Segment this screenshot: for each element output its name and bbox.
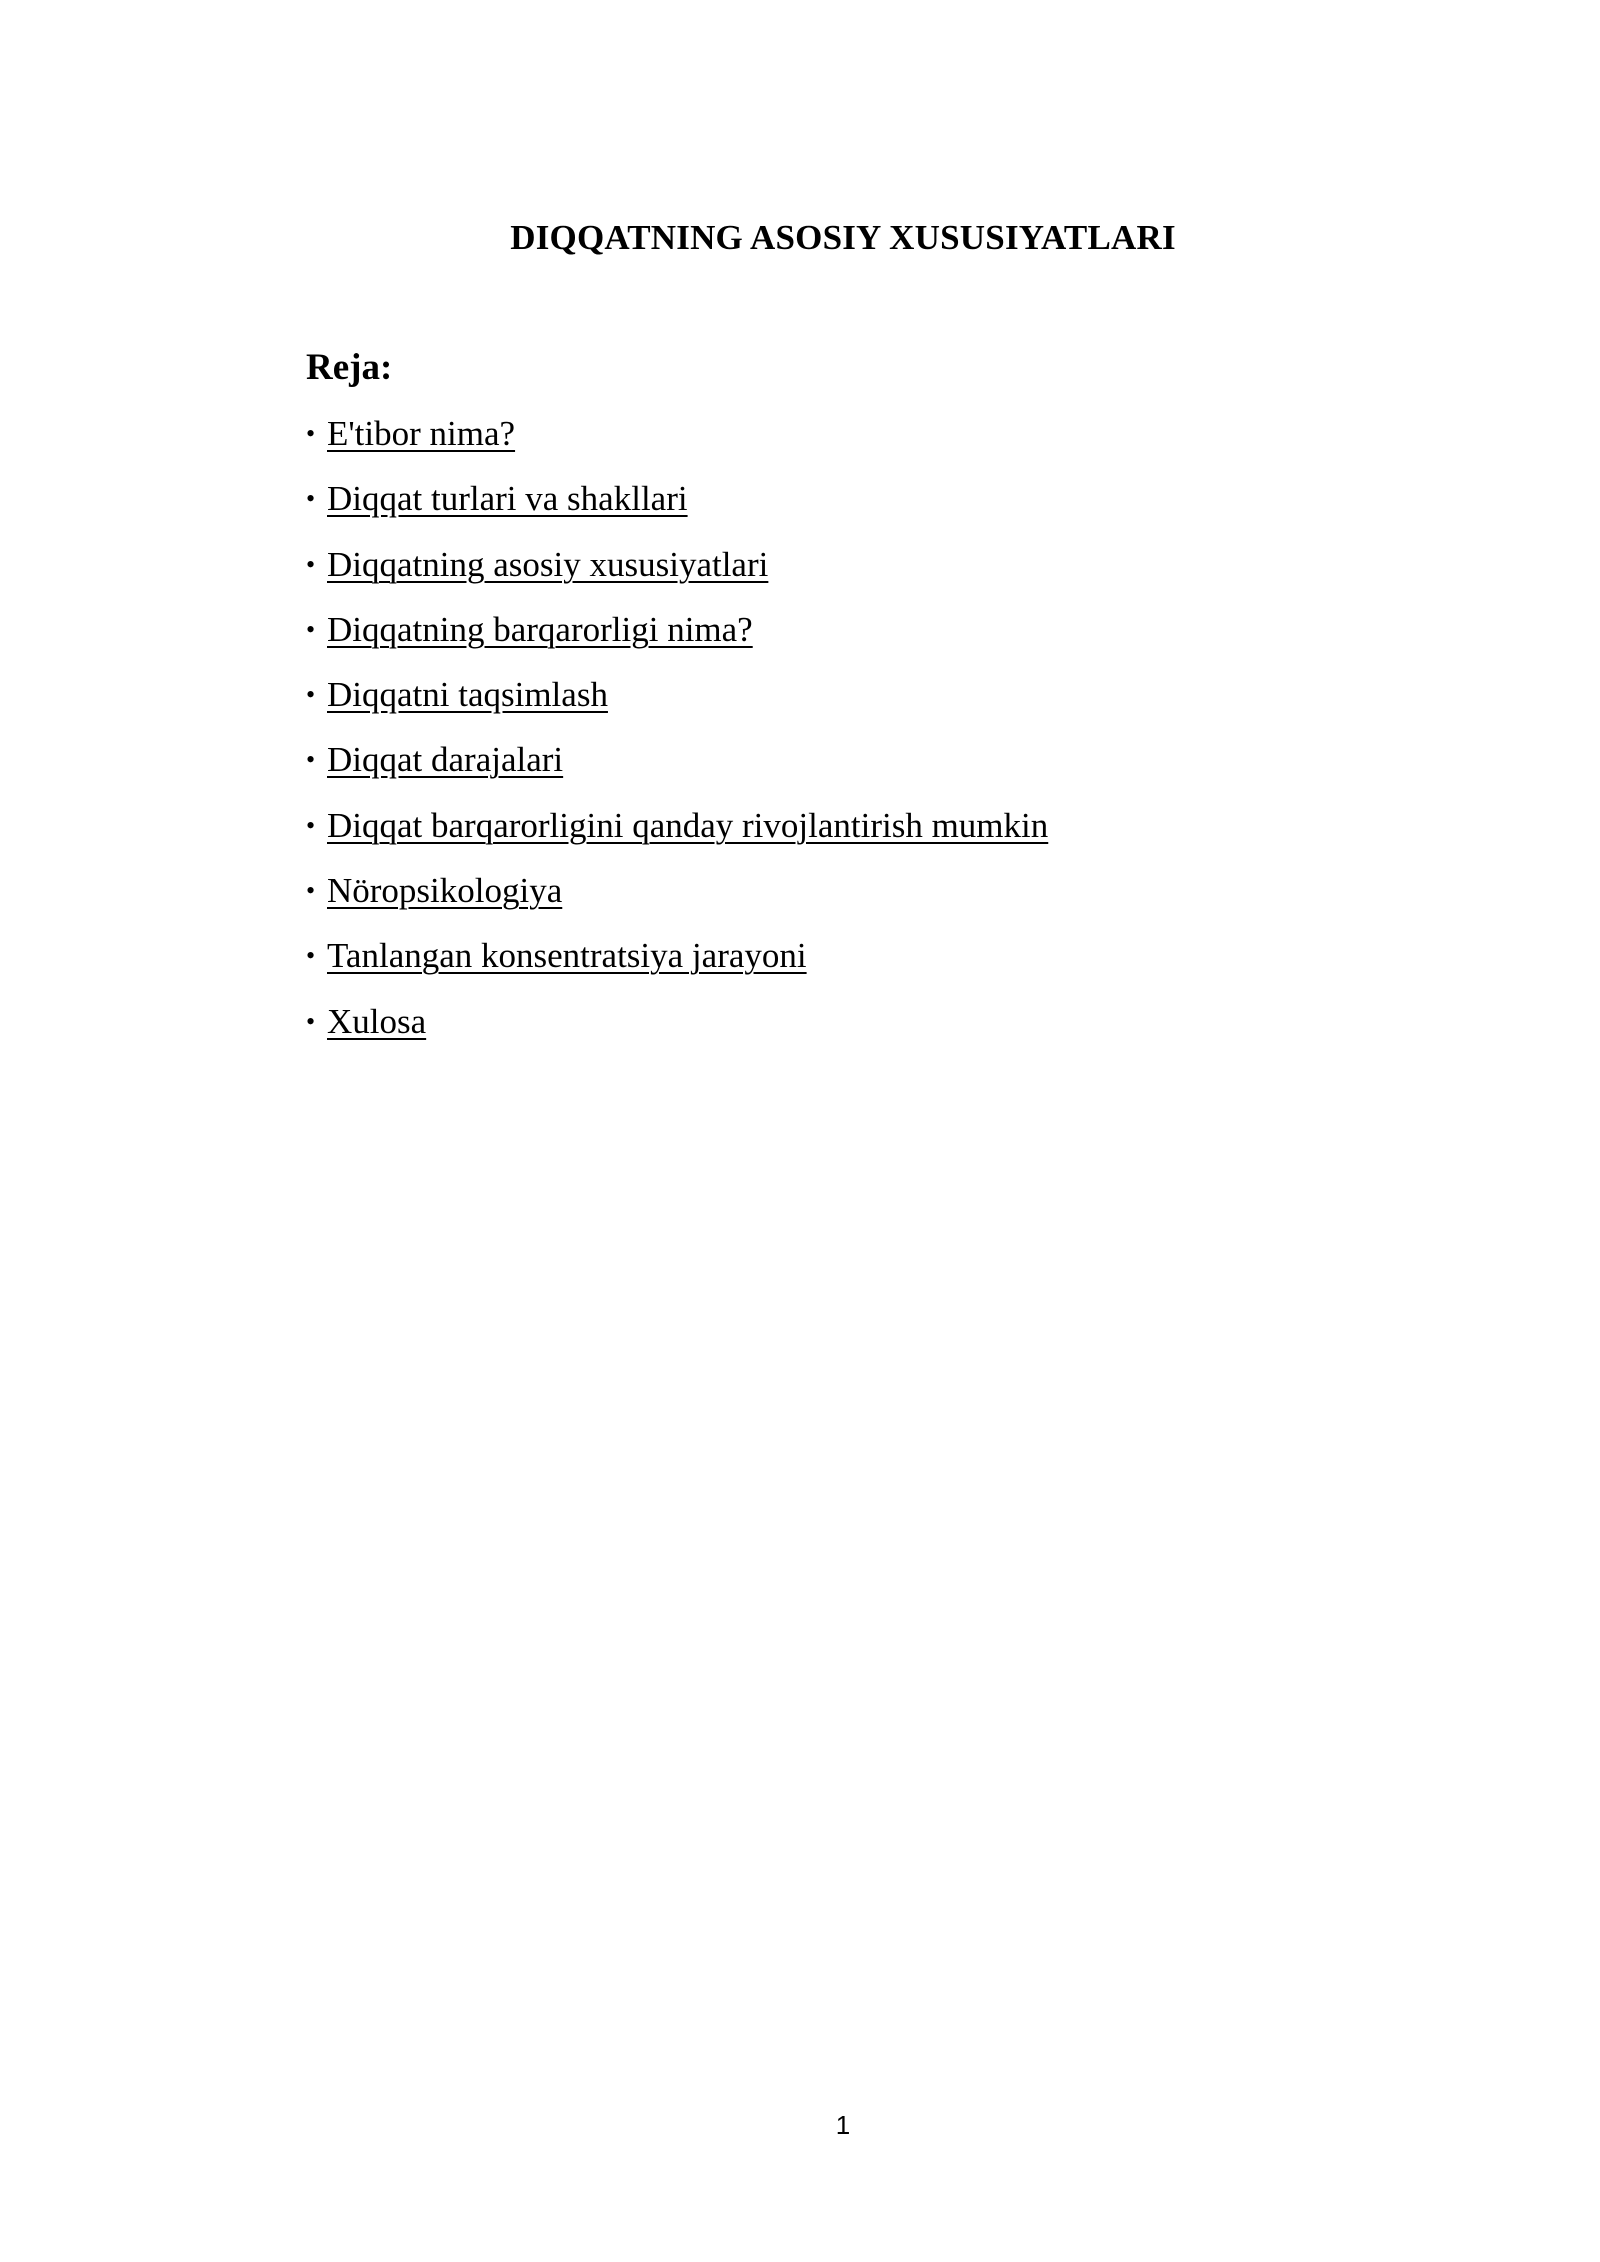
bullet-icon: • bbox=[306, 549, 316, 579]
plan-link-noropsikologiya[interactable]: Nöropsikologiya bbox=[327, 871, 563, 911]
plan-item-darajalari bbox=[306, 736, 1048, 801]
bullet-icon: • bbox=[306, 614, 316, 644]
bullet-icon: • bbox=[306, 941, 316, 971]
plan-item-etibor-nima bbox=[306, 410, 1048, 475]
bullet-icon: • bbox=[306, 484, 316, 514]
plan-link-asosiy-xususiyatlari[interactable]: Diqqatning asosiy xususiyatlari bbox=[327, 544, 769, 584]
plan-item-noropsikologiya bbox=[306, 867, 1048, 932]
plan-item-taqsimlash bbox=[306, 671, 1048, 736]
plan-link-darajalari[interactable]: Diqqat darajalari bbox=[327, 740, 564, 780]
plan-link-taqsimlash[interactable]: Diqqatni taqsimlash bbox=[327, 675, 608, 715]
plan-item-diqqat-turlari bbox=[306, 475, 1048, 540]
bullet-icon: • bbox=[306, 680, 316, 710]
plan-item-xulosa bbox=[306, 998, 1048, 1063]
bullet-icon: • bbox=[306, 419, 316, 448]
plan-link-xulosa[interactable]: Xulosa bbox=[327, 1001, 427, 1041]
plan-link-konsentratsiya[interactable]: Tanlangan konsentratsiya jarayoni bbox=[327, 936, 807, 976]
bullet-icon: • bbox=[306, 810, 316, 840]
plan-link-etibor-nima[interactable]: E'tibor nima? bbox=[327, 414, 516, 453]
plan-list bbox=[306, 410, 1048, 1063]
bullet-icon: • bbox=[306, 745, 316, 775]
plan-link-diqqat-turlari[interactable]: Diqqat turlari va shakllari bbox=[327, 479, 688, 519]
plan-item-asosiy-xususiyatlari bbox=[306, 541, 1048, 606]
plan-heading: Reja: bbox=[306, 347, 393, 388]
plan-item-konsentratsiya bbox=[306, 932, 1048, 997]
page-number: 1 bbox=[835, 2110, 851, 2140]
bullet-icon: • bbox=[306, 1006, 316, 1036]
bullet-icon: • bbox=[306, 876, 316, 906]
plan-link-barqarorligi[interactable]: Diqqatning barqarorligi nima? bbox=[327, 609, 753, 649]
plan-item-barqarorligi bbox=[306, 606, 1048, 671]
plan-item-rivojlantirish bbox=[306, 802, 1048, 867]
document-title: DIQQATNING ASOSIY XUSUSIYATLARI bbox=[510, 218, 1176, 257]
plan-link-rivojlantirish[interactable]: Diqqat barqarorligini qanday rivojlantirish mumkin bbox=[327, 805, 1049, 845]
